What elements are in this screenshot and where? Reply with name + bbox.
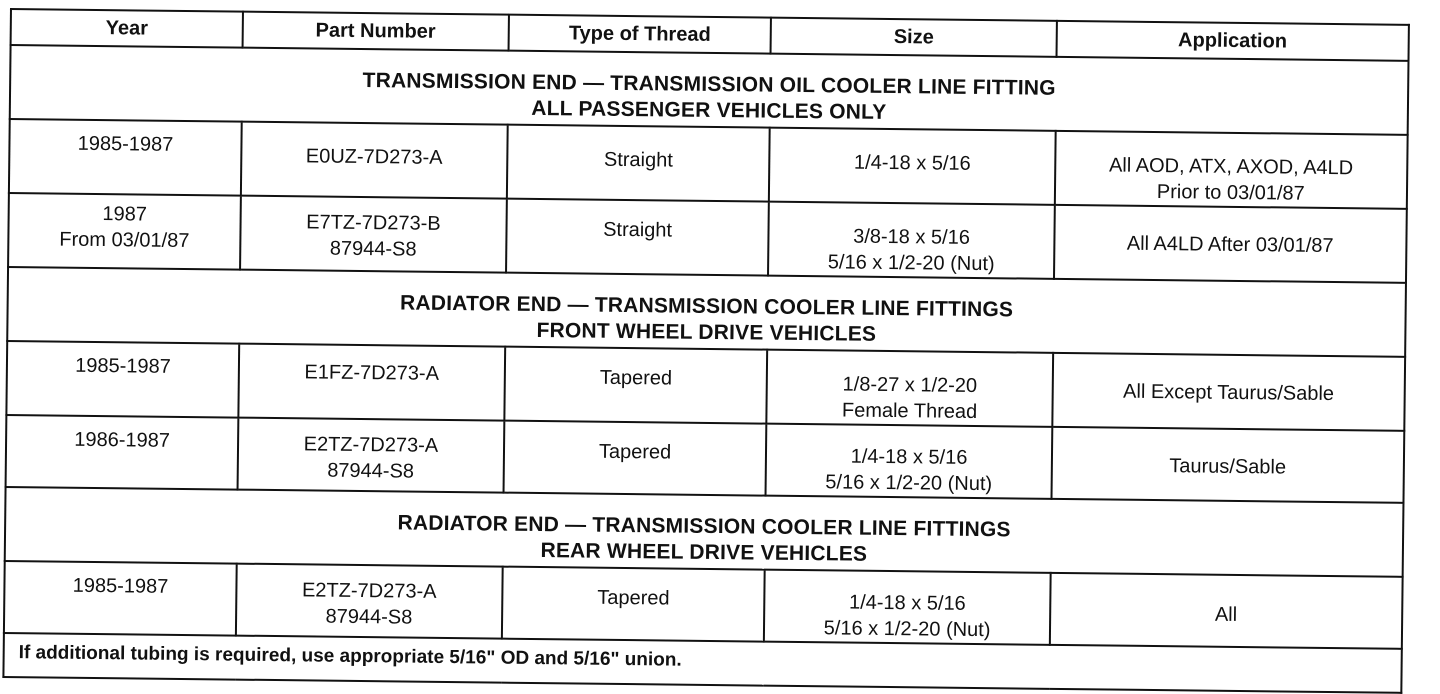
year-cell: [8, 193, 241, 270]
part-number-cell: [238, 418, 504, 493]
size-cell: [766, 424, 1052, 499]
part-number-value: E2TZ-7D273-A: [301, 579, 437, 603]
size-value: 3/8-18 x 5/16: [853, 225, 971, 249]
section-subtitle: FRONT WHEEL DRIVE VEHICLES: [536, 318, 877, 346]
footer-note: If additional tubing is required, use appropriate 5/16" OD and 5/16" union.: [3, 633, 1401, 693]
part-number-cell: [240, 196, 506, 273]
application-value: Prior to 03/01/87: [1156, 181, 1305, 205]
thread-cell: [502, 567, 766, 642]
header-size: Size: [771, 18, 1057, 57]
section-title: TRANSMISSION END — TRANSMISSION OIL COOLER LINE FITTING: [362, 69, 1056, 100]
year-cell: [6, 415, 239, 490]
year-cell: [4, 561, 237, 636]
application-value: All: [1214, 603, 1238, 626]
size-cell: [767, 350, 1053, 427]
year-cell: [9, 119, 242, 196]
part-number-value: 87944-S8: [329, 237, 417, 261]
thread-cell: [506, 199, 770, 276]
parts-document: [3, 8, 1410, 674]
application-cell: [1054, 205, 1407, 283]
thread-cell: [504, 347, 768, 424]
year-value: 1985-1987: [72, 574, 169, 598]
header-application: Application: [1056, 21, 1409, 61]
size-value: 5/16 x 1/2-20 (Nut): [827, 251, 995, 276]
header-part-number: Part Number: [243, 12, 509, 51]
size-cell: [769, 128, 1055, 205]
thread-cell: [503, 421, 767, 496]
thread-value: Tapered: [599, 366, 673, 390]
application-cell: [1051, 427, 1404, 503]
part-number-value: E0UZ-7D273-A: [305, 145, 443, 169]
section-title: RADIATOR END — TRANSMISSION COOLER LINE FITTINGS: [399, 291, 1014, 322]
size-value: 1/4-18 x 5/16: [848, 591, 966, 615]
section-subtitle: ALL PASSENGER VEHICLES ONLY: [531, 96, 887, 124]
thread-value: Straight: [603, 148, 673, 172]
application-value: All Except Taurus/Sable: [1123, 380, 1335, 406]
size-value: Female Thread: [841, 399, 978, 423]
part-number-value: E7TZ-7D273-B: [306, 211, 441, 235]
year-value: From 03/01/87: [59, 228, 190, 253]
part-number-cell: [241, 122, 507, 199]
size-value: 1/4-18 x 5/16: [850, 445, 968, 469]
size-value: 1/4-18 x 5/16: [853, 151, 971, 175]
part-number-value: 87944-S8: [325, 605, 413, 629]
part-number-value: E2TZ-7D273-A: [303, 433, 439, 457]
thread-cell: [507, 125, 771, 202]
size-value: 5/16 x 1/2-20 (Nut): [823, 617, 991, 642]
section-title: RADIATOR END — TRANSMISSION COOLER LINE FITTINGS: [397, 511, 1011, 542]
header-thread-type: Type of Thread: [508, 15, 771, 54]
size-value: 1/8-27 x 1/2-20: [842, 373, 978, 397]
size-cell: [764, 570, 1050, 645]
thread-value: Tapered: [598, 440, 672, 464]
year-cell: [6, 341, 239, 418]
year-value: 1987: [102, 203, 148, 226]
thread-value: Tapered: [597, 586, 670, 610]
part-number-cell: [236, 564, 502, 639]
application-value: Taurus/Sable: [1169, 455, 1287, 479]
year-value: 1986-1987: [74, 428, 171, 452]
header-year: Year: [11, 9, 243, 48]
part-number-value: E1FZ-7D273-A: [304, 361, 440, 385]
application-cell: [1050, 573, 1403, 649]
year-value: 1985-1987: [75, 354, 171, 378]
fittings-table: [2, 8, 1410, 694]
size-value: 5/16 x 1/2-20 (Nut): [825, 471, 993, 496]
year-value: 1985-1987: [77, 132, 174, 156]
size-cell: [768, 202, 1054, 279]
section-subtitle: REAR WHEEL DRIVE VEHICLES: [540, 539, 868, 566]
application-value: All A4LD After 03/01/87: [1126, 232, 1334, 258]
application-cell: [1052, 353, 1405, 431]
part-number-value: 87944-S8: [327, 459, 415, 483]
thread-value: Straight: [603, 218, 673, 242]
application-cell: [1055, 131, 1408, 209]
application-value: All AOD, ATX, AXOD, A4LD: [1108, 154, 1354, 180]
part-number-cell: [238, 344, 504, 421]
